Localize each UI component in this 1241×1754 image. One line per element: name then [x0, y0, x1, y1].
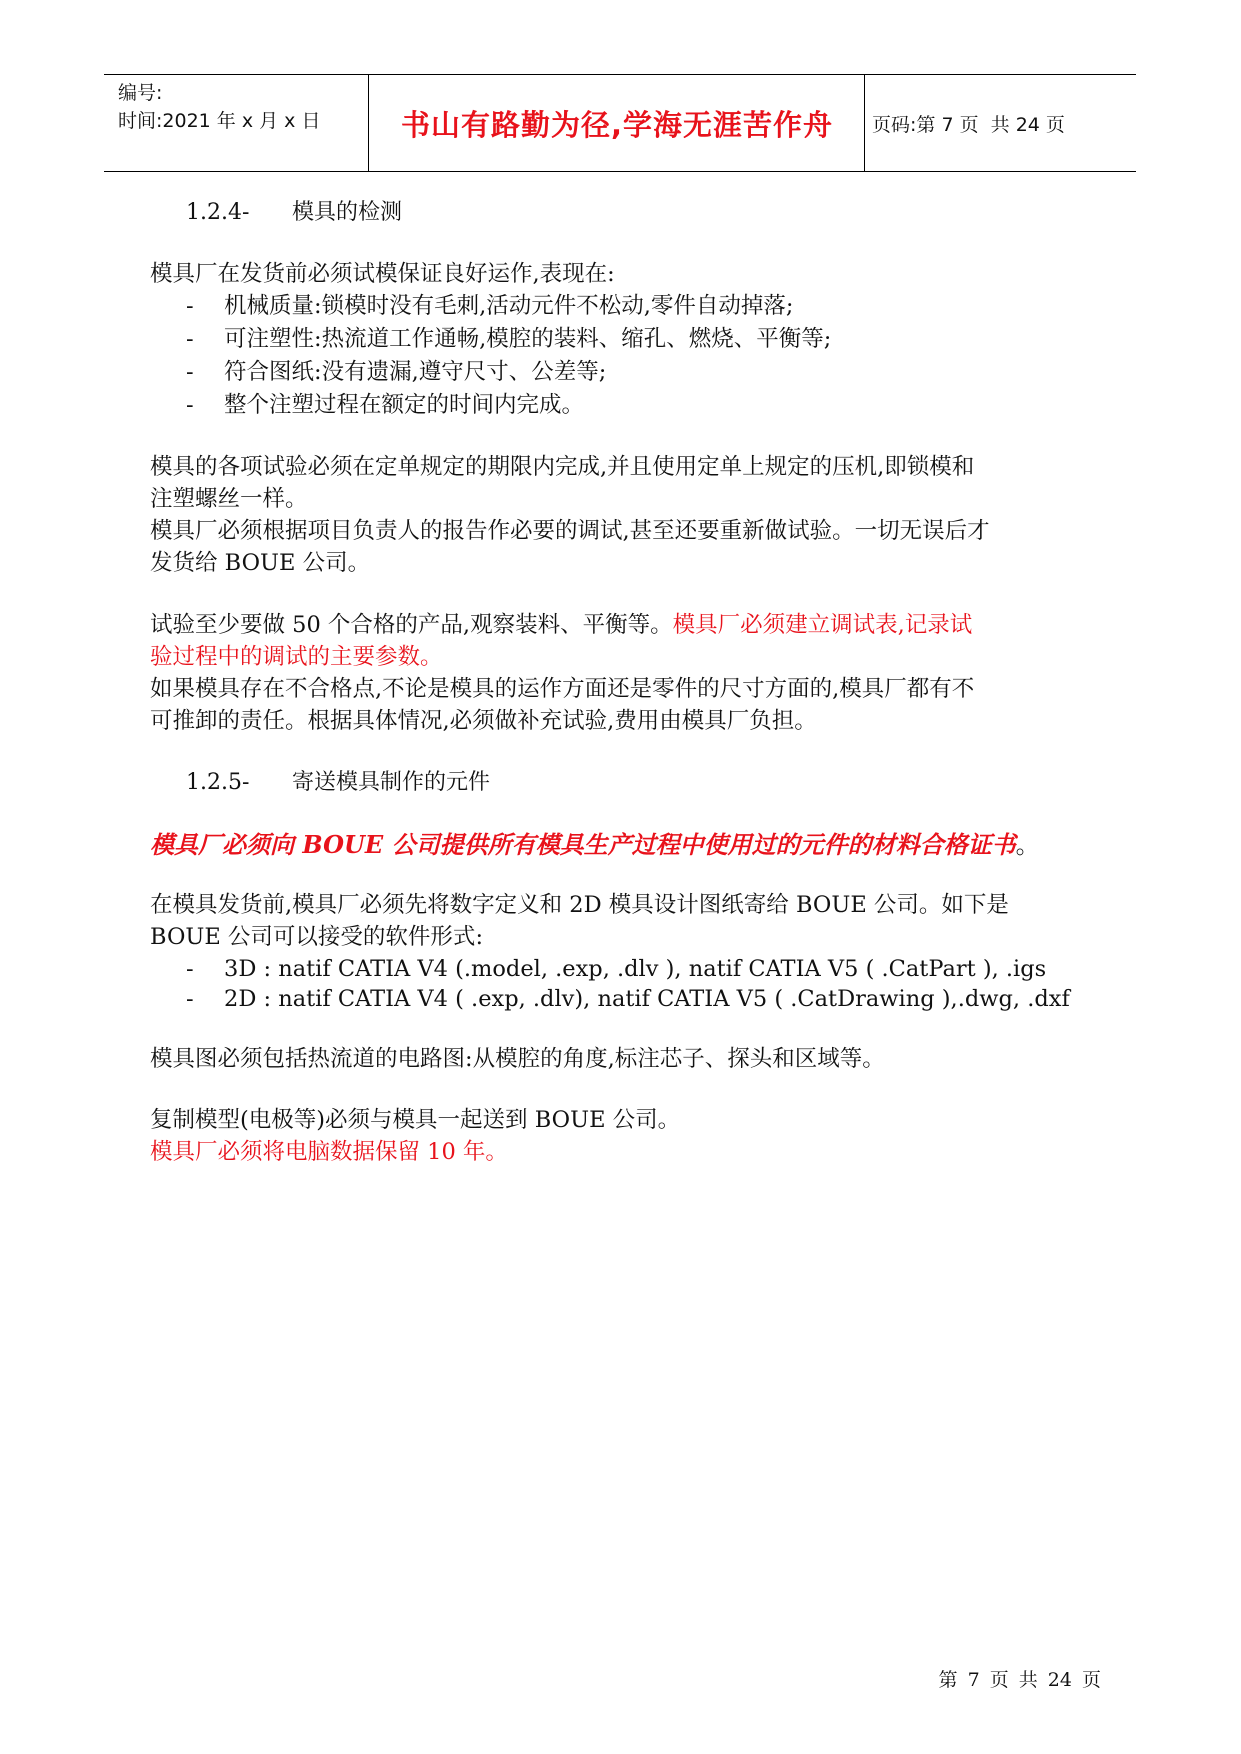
list-item: - 符合图纸:没有遗漏,遵守尺寸、公差等; [186, 359, 607, 385]
page-header [104, 74, 1136, 172]
paragraph: 模具图必须包括热流道的电路图:从模腔的角度,标注芯子、探头和区域等。 [150, 1046, 885, 1072]
section-number: 1.2.4- [186, 200, 250, 225]
list-item: - 2D : natif CATIA V4 ( .exp, .dlv), natif CATIA V5 ( .CatDrawing ),.dwg, .dxf [186, 986, 1070, 1012]
highlighted-requirement: 模具厂必须将电脑数据保留 10 年。 [150, 1139, 508, 1165]
section-title: 模具的检测 [292, 200, 403, 225]
paragraph: 模具厂在发货前必须试模保证良好运作,表现在: [150, 261, 615, 287]
list-item: - 整个注塑过程在额定的时间内完成。 [186, 392, 585, 418]
section-number: 1.2.5- [186, 770, 250, 795]
document-date: 时间:2021 年 x 月 x 日 [118, 110, 321, 132]
paragraph: 试验至少要做 50 个合格的产品,观察装料、平衡等。模具厂必须建立调试表,记录试 [150, 612, 973, 638]
paragraph: 注塑螺丝一样。 [150, 486, 308, 512]
paragraph: 在模具发货前,模具厂必须先将数字定义和 2D 模具设计图纸寄给 BOUE 公司。如下是 [150, 892, 1009, 918]
paragraph: 可推卸的责任。根据具体情况,必须做补充试验,费用由模具厂负担。 [150, 708, 817, 734]
list-item: - 机械质量:锁模时没有毛刺,活动元件不松动,零件自动掉落; [186, 293, 794, 319]
paragraph: 发货给 BOUE 公司。 [150, 550, 371, 576]
highlighted-requirement: 验过程中的调试的主要参数。 [150, 644, 443, 670]
list-item: - 3D : natif CATIA V4 (.model, .exp, .dlv ), natif CATIA V5 ( .CatPart ), .igs [186, 956, 1047, 982]
header-divider [864, 75, 865, 171]
paragraph: BOUE 公司可以接受的软件形式: [150, 924, 484, 950]
section-heading-1-2-5 [186, 767, 490, 799]
paragraph: 如果模具存在不合格点,不论是模具的运作方面还是零件的尺寸方面的,模具厂都有不 [150, 676, 975, 702]
header-motto: 书山有路勤为径,学海无涯苦作舟 [400, 107, 834, 142]
paragraph: 模具的各项试验必须在定单规定的期限内完成,并且使用定单上规定的压机,即锁模和 [150, 454, 975, 480]
paragraph: 复制模型(电极等)必须与模具一起送到 BOUE 公司。 [150, 1107, 681, 1133]
document-number-label: 编号: [118, 82, 163, 104]
header-page-info: 页码:第 7 页 共 24 页 [872, 113, 1065, 136]
list-item: - 可注塑性:热流道工作通畅,模腔的装料、缩孔、燃烧、平衡等; [186, 326, 832, 352]
paragraph: 模具厂必须根据项目负责人的报告作必要的调试,甚至还要重新做试验。一切无误后才 [150, 518, 990, 544]
section-title: 寄送模具制作的元件 [292, 770, 491, 795]
page-footer: 第 7 页 共 24 页 [938, 1669, 1101, 1691]
highlighted-requirement: 模具厂必须建立调试表,记录试 [672, 612, 973, 638]
header-meta [118, 79, 320, 135]
header-divider [368, 75, 369, 171]
section-heading-1-2-4 [186, 197, 402, 229]
emphasis-requirement: 模具厂必须向 BOUE 公司提供所有模具生产过程中使用过的元件的材料合格证书。 [150, 830, 1040, 859]
